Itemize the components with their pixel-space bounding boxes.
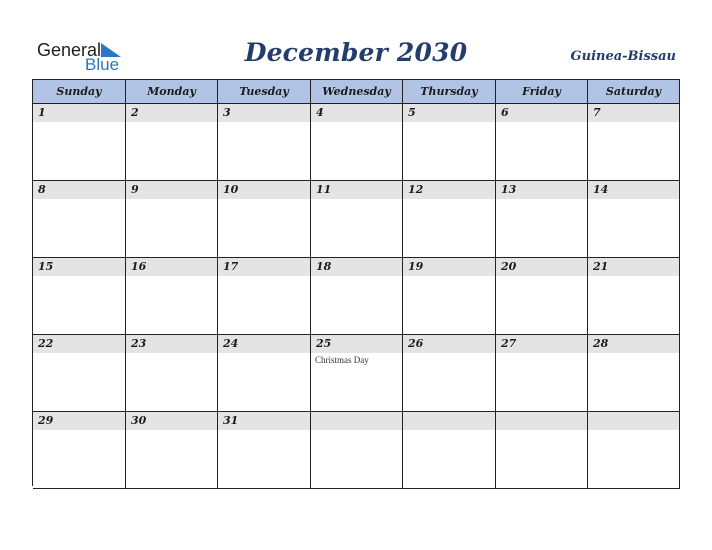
day-number-bar — [33, 104, 125, 122]
day-cell — [496, 258, 588, 335]
weekday-thursday: Thursday — [403, 80, 496, 104]
logo-general-text: General — [37, 40, 102, 60]
day-number: 3 — [223, 106, 231, 119]
day-number: 13 — [501, 183, 517, 196]
day-cell — [126, 104, 218, 181]
day-cell — [218, 181, 311, 258]
day-cell — [33, 412, 126, 489]
day-number: 24 — [223, 337, 239, 350]
weekday-header-row — [33, 80, 680, 104]
day-cell — [126, 181, 218, 258]
country-name: Guinea-Bissau — [570, 49, 676, 64]
day-cell — [311, 104, 403, 181]
day-number: 16 — [131, 260, 147, 273]
weekday-sunday: Sunday — [33, 80, 126, 104]
day-number: 17 — [223, 260, 239, 273]
day-number-bar — [33, 181, 125, 199]
day-number: 22 — [38, 337, 54, 350]
day-number: 10 — [223, 183, 239, 196]
day-number: 20 — [501, 260, 517, 273]
day-number: 19 — [408, 260, 424, 273]
day-number-bar — [126, 181, 217, 199]
week-row — [33, 335, 680, 412]
day-cell — [403, 104, 496, 181]
day-number: 2 — [131, 106, 139, 119]
day-number-bar — [496, 104, 587, 122]
day-number: 26 — [408, 337, 424, 350]
day-cell — [496, 181, 588, 258]
day-number: 18 — [316, 260, 332, 273]
calendar-grid — [32, 79, 680, 486]
day-number: 5 — [408, 106, 416, 119]
day-number-bar — [588, 104, 679, 122]
day-number-bar — [403, 104, 495, 122]
day-cell — [33, 258, 126, 335]
day-number: 6 — [501, 106, 509, 119]
day-number-bar — [126, 104, 217, 122]
day-number: 30 — [131, 414, 147, 427]
generalblue-logo — [37, 40, 127, 74]
week-row — [33, 181, 680, 258]
day-cell — [311, 335, 403, 412]
day-number-bar — [218, 104, 310, 122]
day-cell — [588, 412, 680, 489]
day-cell — [496, 104, 588, 181]
day-cell — [403, 258, 496, 335]
day-number: 28 — [593, 337, 609, 350]
day-number: 14 — [593, 183, 609, 196]
day-number: 23 — [131, 337, 147, 350]
week-row — [33, 104, 680, 181]
day-cell — [588, 104, 680, 181]
weekday-wednesday: Wednesday — [311, 80, 403, 104]
day-number: 29 — [38, 414, 54, 427]
day-cell — [126, 258, 218, 335]
day-cell — [126, 412, 218, 489]
day-number: 4 — [316, 106, 324, 119]
day-cell — [218, 335, 311, 412]
day-number-bar — [403, 412, 495, 430]
day-number: 12 — [408, 183, 424, 196]
day-cell — [403, 181, 496, 258]
weekday-monday: Monday — [126, 80, 218, 104]
day-number-bar — [588, 412, 679, 430]
day-cell — [218, 258, 311, 335]
weekday-friday: Friday — [496, 80, 588, 104]
day-number-bar — [311, 104, 402, 122]
day-number: 8 — [38, 183, 46, 196]
day-cell — [311, 181, 403, 258]
day-cell — [33, 181, 126, 258]
week-row — [33, 258, 680, 335]
day-number: 31 — [223, 414, 239, 427]
day-number: 21 — [593, 260, 609, 273]
day-cell — [311, 412, 403, 489]
holiday-label: Christmas Day — [315, 355, 369, 365]
day-cell — [311, 258, 403, 335]
day-cell — [588, 258, 680, 335]
day-number: 25 — [316, 337, 332, 350]
day-number: 9 — [131, 183, 139, 196]
day-cell — [126, 335, 218, 412]
day-cell — [588, 181, 680, 258]
day-number: 1 — [38, 106, 46, 119]
weekday-tuesday: Tuesday — [218, 80, 311, 104]
day-cell — [218, 412, 311, 489]
weekday-saturday: Saturday — [588, 80, 680, 104]
day-cell — [33, 104, 126, 181]
day-number: 11 — [316, 183, 332, 196]
weeks-container — [33, 104, 680, 489]
day-cell — [218, 104, 311, 181]
day-cell — [496, 412, 588, 489]
day-number-bar — [311, 412, 402, 430]
day-cell — [403, 412, 496, 489]
day-number-bar — [496, 412, 587, 430]
day-cell — [496, 335, 588, 412]
page-title: December 2030 — [244, 38, 468, 67]
week-row — [33, 412, 680, 489]
day-cell — [588, 335, 680, 412]
logo-blue-text: Blue — [85, 55, 120, 74]
day-number: 7 — [593, 106, 601, 119]
day-cell — [33, 335, 126, 412]
day-number: 15 — [38, 260, 54, 273]
day-cell — [403, 335, 496, 412]
day-number: 27 — [501, 337, 517, 350]
